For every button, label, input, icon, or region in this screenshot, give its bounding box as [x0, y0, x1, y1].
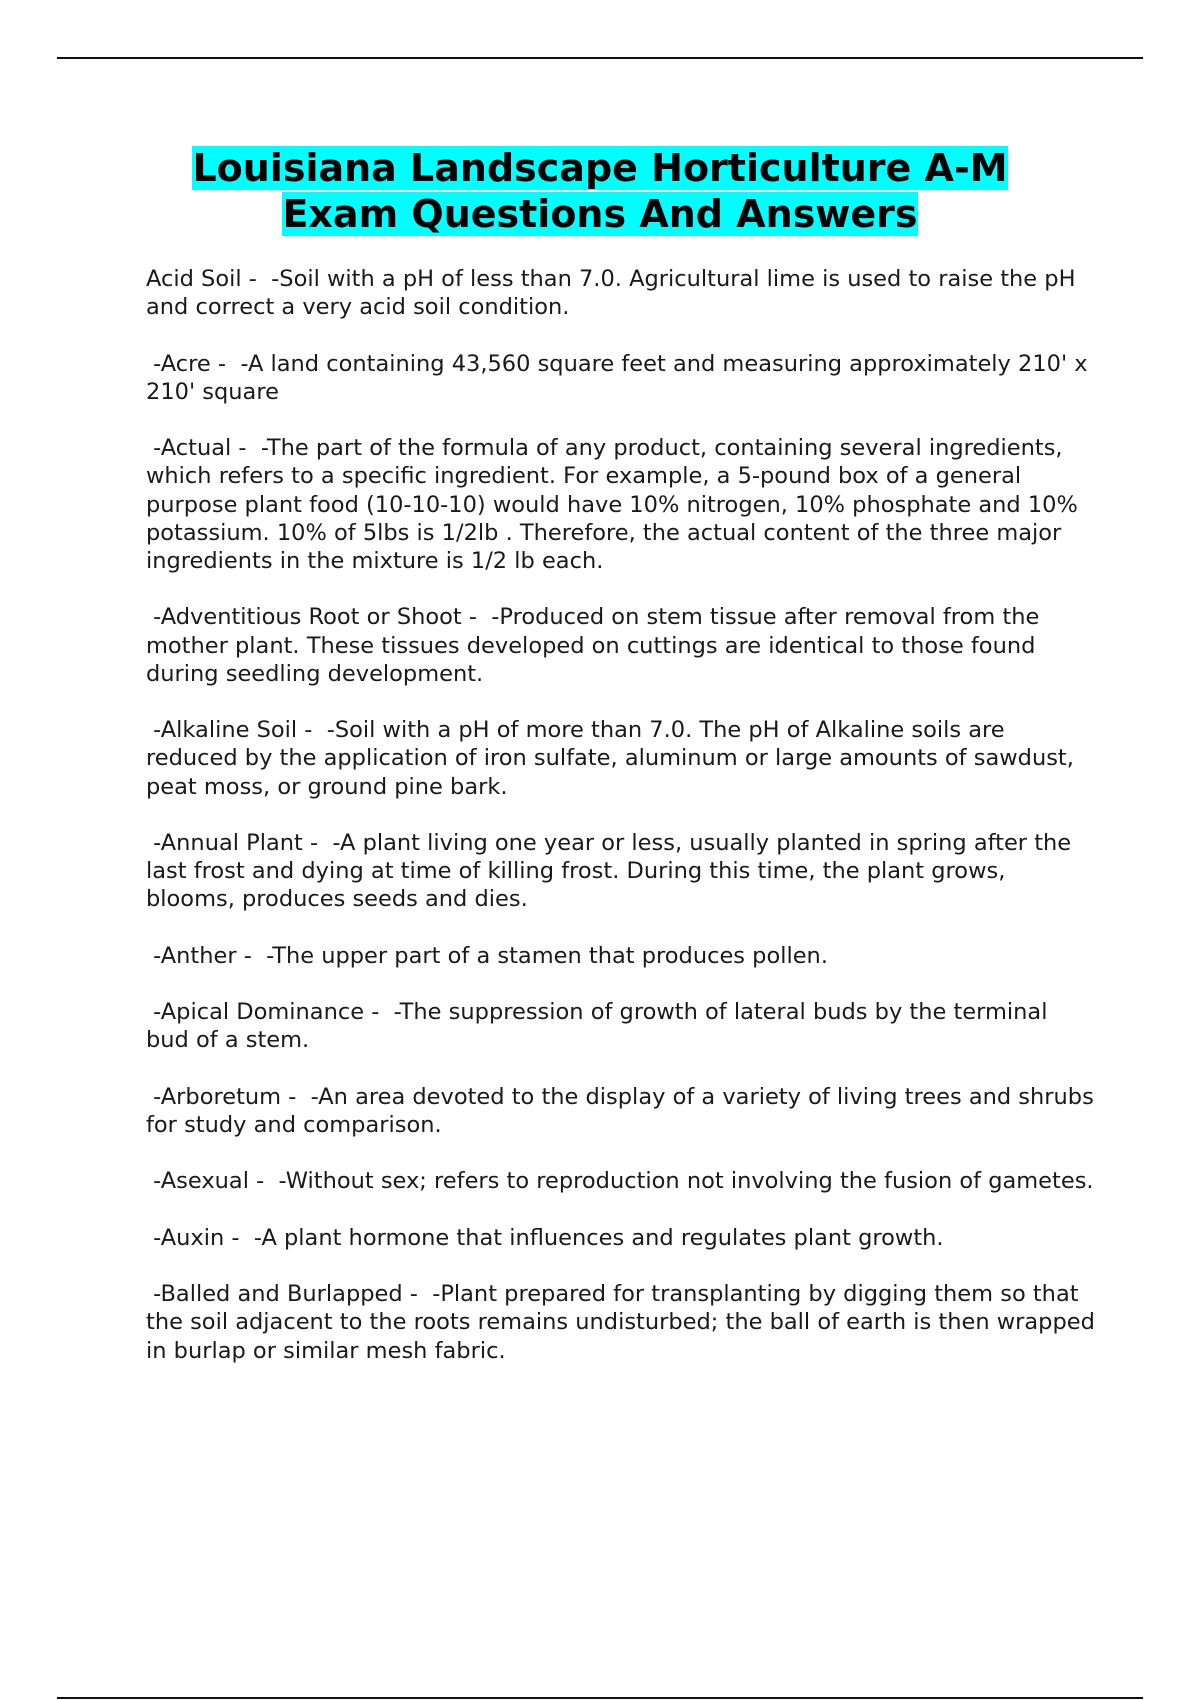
bottom-rule: [57, 1697, 1143, 1699]
title-line-2: Exam Questions And Answers: [282, 192, 918, 236]
page-title: [100, 145, 1100, 237]
glossary-entry: -Acre - -A land containing 43,560 square feet and measuring approximately 210' x 210' square: [146, 350, 1095, 405]
glossary-list: [146, 265, 1103, 1393]
glossary-entry: -Alkaline Soil - -Soil with a pH of more than 7.0. The pH of Alkaline soils are reduced by the application of iron sulfate, aluminum or large amounts of sawdust, peat moss, or ground pine bark.: [146, 717, 1082, 800]
glossary-entry: Acid Soil - -Soil with a pH of less than 7.0. Agricultural lime is used to raise the pH and correct a very acid soil condition.: [146, 266, 1083, 321]
glossary-entry: -Actual - -The part of the formula of any product, containing several ingredients, which refers to a specific ingredient. For example, a 5-pound box of a general purpose plant food (10-10-10) would have 10% nitrogen, 10% phosphate and 10% potassium. 10% of 5lbs is 1/2lb . Therefore, the actual content of the three major ingredients in the mixture is 1/2 lb each.: [146, 435, 1086, 574]
glossary-entry: -Arboretum - -An area devoted to the display of a variety of living trees and shrubs for study and comparison.: [146, 1083, 1101, 1138]
title-line-1: Louisiana Landscape Horticulture A-M: [192, 146, 1008, 190]
glossary-entry: -Apical Dominance - -The suppression of growth of lateral buds by the terminal bud of a stem.: [146, 999, 1055, 1054]
glossary-entry: -Adventitious Root or Shoot - -Produced on stem tissue after removal from the mother plant. These tissues developed on cuttings are identical to those found during seedling development.: [146, 604, 1047, 687]
glossary-entry: -Annual Plant - -A plant living one year or less, usually planted in spring after the last frost and dying at time of killing frost. During this time, the plant grows, blooms, produces seeds and dies.: [146, 829, 1079, 913]
glossary-entry: -Asexual - -Without sex; refers to reproduction not involving the fusion of gametes.: [146, 1168, 1094, 1195]
glossary-entry: -Balled and Burlapped - -Plant prepared for transplanting by digging them so that the soil adjacent to the roots remains undisturbed; the ball of earth is then wrapped in burlap or similar mesh fabric.: [146, 1281, 1103, 1364]
top-rule: [57, 57, 1143, 59]
glossary-entry: -Auxin - -A plant hormone that influences and regulates plant growth.: [146, 1224, 944, 1251]
glossary-entry: -Anther - -The upper part of a stamen that produces pollen.: [146, 942, 828, 969]
